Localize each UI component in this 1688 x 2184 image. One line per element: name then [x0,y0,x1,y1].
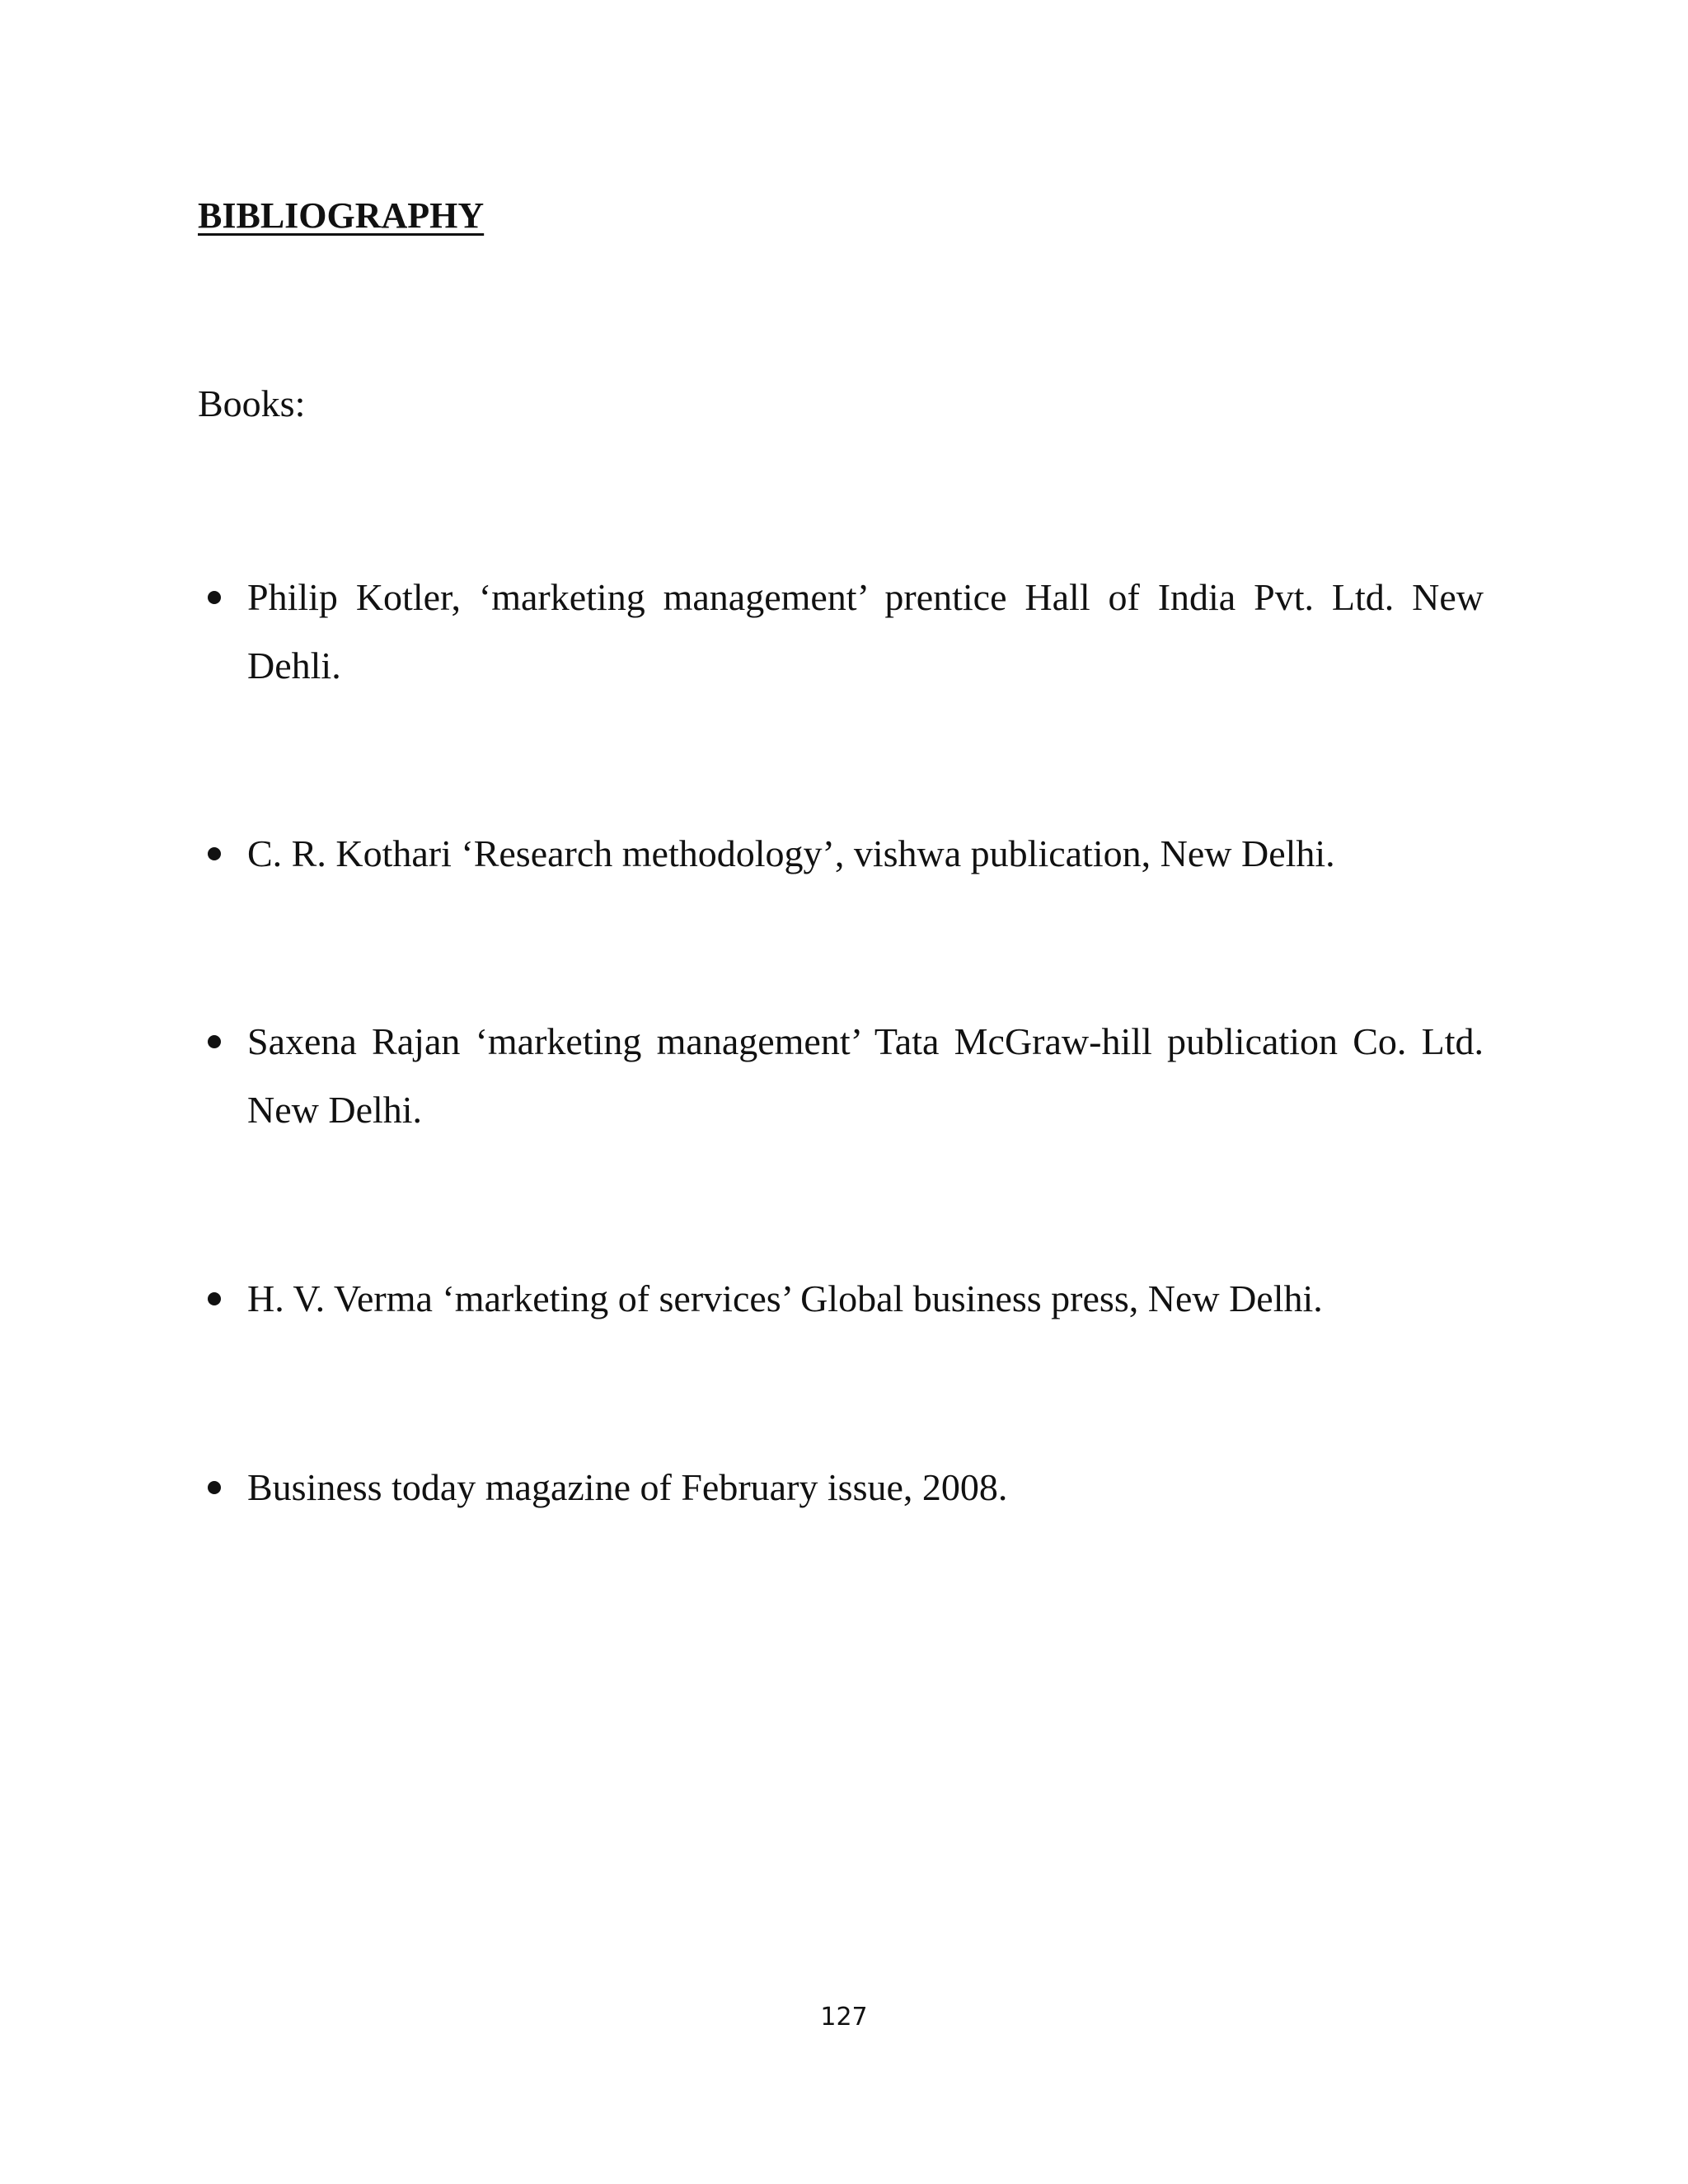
entry-text: C. R. Kothari ‘Research methodology’, vishwa publication, New Delhi. [247,832,1335,874]
bibliography-entry [198,563,1484,700]
entry-text: Philip Kotler, ‘marketing management’ prentice Hall of India Pvt. Ltd. New Dehli. [247,576,1484,687]
entry-text: H. V. Verma ‘marketing of services’ Global business press, New Delhi. [247,1277,1323,1319]
bibliography-entry [198,819,1484,888]
bullet-icon [198,1007,231,1076]
bullet-icon [198,1453,231,1521]
bibliography-entry [198,1264,1484,1333]
bibliography-heading: BIBLIOGRAPHY [198,195,485,236]
bibliography-entry [198,1453,1484,1521]
page-number: 127 [820,2003,868,2032]
bibliography-entry [198,1007,1484,1144]
bullet-icon [198,563,231,631]
entry-text: Saxena Rajan ‘marketing management’ Tata McGraw-hill publication Co. Ltd. New Delhi. [247,1020,1484,1131]
bullet-icon [198,1264,231,1333]
bullet-icon [198,819,231,888]
books-section-label: Books: [198,382,306,424]
entry-text: Business today magazine of February issue, 2008. [247,1466,1008,1508]
